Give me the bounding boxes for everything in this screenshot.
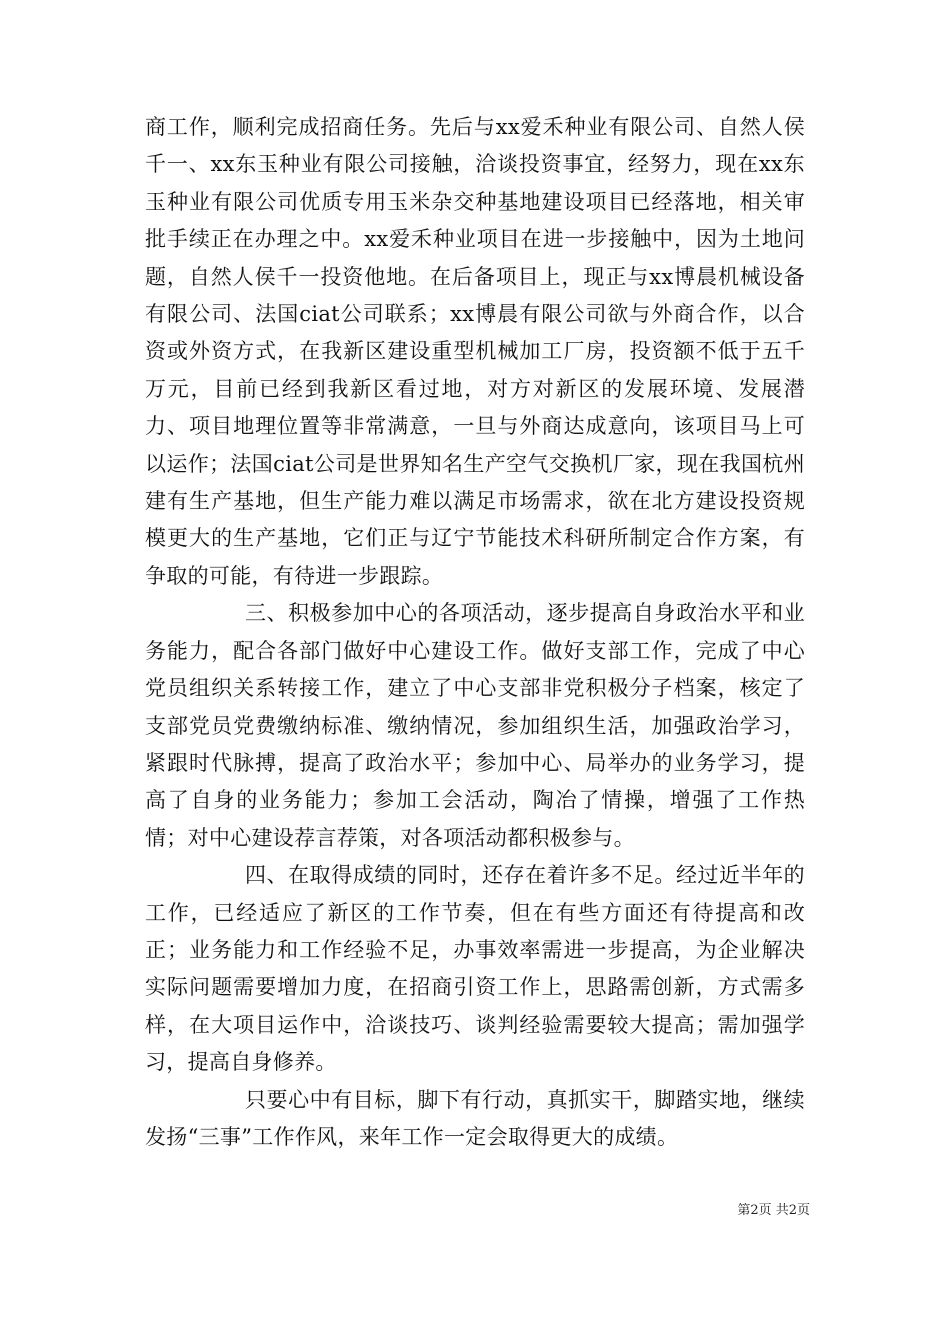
paragraph-conclusion: 只要心中有目标，脚下有行动，真抓实干，脚踏实地，继续发扬“三事”工作作风，来年工作一定会取得更大的成绩。	[145, 1087, 805, 1149]
paragraph-section-four: 四、在取得成绩的同时，还存在着许多不足。经过近半年的工作，已经适应了新区的工作节奏，但在有些方面还有待提高和改正；业务能力和工作经验不足，办事效率需进一步提高，为企业解决实际问题需要增加力度，在招商引资工作上，思路需创新，方式需多样，在大项目运作中，洽谈技巧、谈判经验需要较大提高；需加强学习，提高自身修养。	[145, 863, 805, 1075]
document-body	[145, 109, 805, 1156]
page-number-footer: 第2页 共2页	[737, 1203, 810, 1218]
paragraph-section-three: 三、积极参加中心的各项活动，逐步提高自身政治水平和业务能力，配合各部门做好中心建设工作。做好支部工作，完成了中心党员组织关系转接工作，建立了中心支部非党积极分子档案，核定了支部党员党费缴纳标准、缴纳情况，参加组织生活，加强政治学习，紧跟时代脉搏，提高了政治水平；参加中心、局举办的业务学习，提高了自身的业务能力；参加工会活动，陶冶了情操，增强了工作热情；对中心建设荐言荐策，对各项活动都积极参与。	[145, 601, 805, 850]
paragraph-investment-projects: 商工作，顺利完成招商任务。先后与xx爱禾种业有限公司、自然人侯千一、xx东玉种业有限公司接触，洽谈投资事宜，经努力，现在xx东玉种业有限公司优质专用玉米杂交种基地建设项目已经落地，相关审批手续正在办理之中。xx爱禾种业项目在进一步接触中，因为土地问题，自然人侯千一投资他地。在后备项目上，现正与xx博晨机械设备有限公司、法国ciat公司联系；xx博晨有限公司欲与外商合作，以合资或外资方式，在我新区建设重型机械加工厂房，投资额不低于五千万元，目前已经到我新区看过地，对方对新区的发展环境、发展潜力、项目地理位置等非常满意，一旦与外商达成意向，该项目马上可以运作；法国ciat公司是世界知名生产空气交换机厂家，现在我国杭州建有生产基地，但生产能力难以满足市场需求，欲在北方建设投资规模更大的生产基地，它们正与辽宁节能技术科研所制定合作方案，有争取的可能，有待进一步跟踪。	[145, 115, 805, 588]
